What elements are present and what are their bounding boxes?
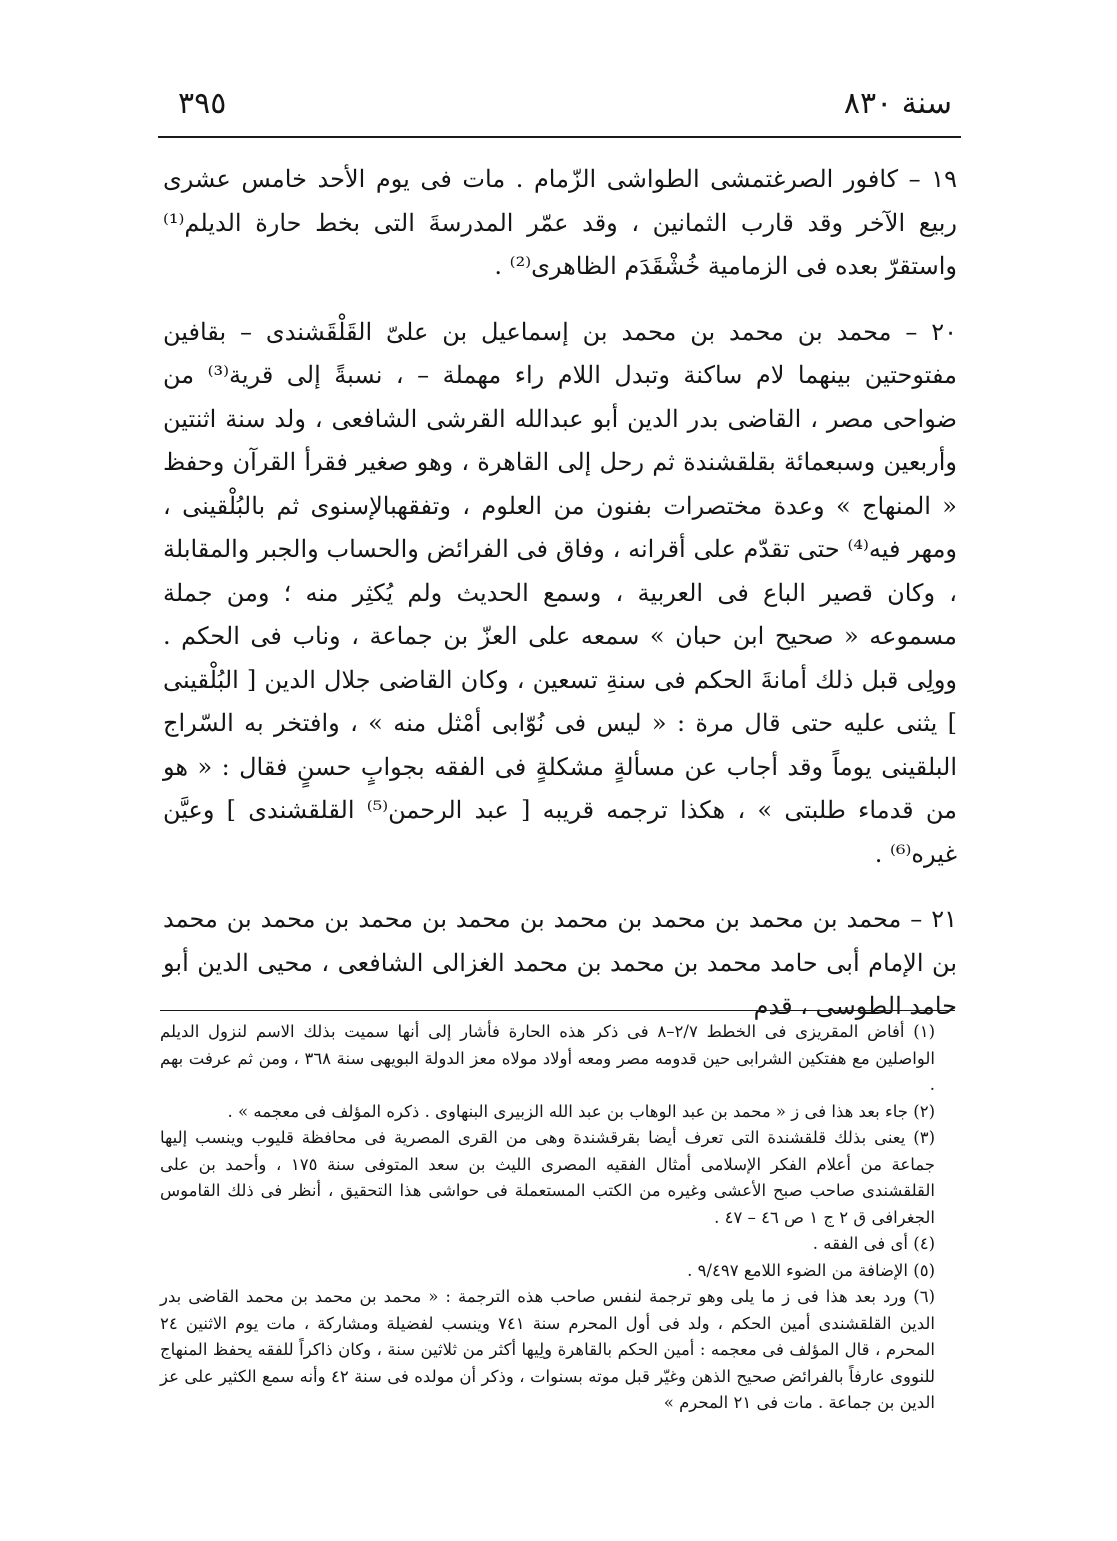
- header-rule: [158, 136, 961, 138]
- page-number: ٣٩٥: [178, 86, 227, 121]
- entry-19-text: ١٩ – كافور الصرغتمشى الطواشى الزّمام . مات فى يوم الأحد خامس عشرى ربيع الآخر وقد قارب الثمانين ، وقد عمّر المدرسةَ التى بخط حارة الديلم⁽¹⁾ واستقرّ بعده فى الزمامية خُشْقَدَم الظاهرى⁽²⁾ .: [163, 165, 957, 280]
- footnote-rule: [160, 1010, 955, 1011]
- footnote-6: (٦) ورد بعد هذا فى ز ما يلى وهو ترجمة لنفس صاحب هذه الترجمة : « محمد بن محمد بن محمد القاضى بدر الدين القلقشندى أمين الحكم ، ولد فى أول المحرم سنة ٧٤١ وينسب لفضيلة ومشاركة ، مات يوم الاثنين ٢٤ المحرم ، قال المؤلف فى معجمه : أمين الحكم بالقاهرة ولِيها أكثر من ثلاثين سنة ، وكان ذاكراً للفقه يحفظ المنهاج للنووى عارفاً بالفرائض صحيح الذهن وغيّر قبل موته بسنوات ، وذكر أن مولده فى سنة ٤٢ وأنه سمع الكثير على عز الدين بن جماعة . مات فى ٢١ المحرم »: [160, 1287, 935, 1412]
- footnote-1: (١) أفاض المقريزى فى الخطط ٢/٧–٨ فى ذكر هذه الحارة فأشار إلى أنها سميت بذلك الاسم لنزول الديلم الواصلين مع هفتكين الشرابى حين قدومه مصر ومعه أولاد مولاه معز الدولة البويهى سنة ٣٦٨ ، ومن ثم عرفت بهم .: [160, 1022, 935, 1094]
- entry-20-text: ٢٠ – محمد بن محمد بن محمد بن إسماعيل بن علىّ القَلْقَشندى – بقافين مفتوحتين بينهما لام ساكنة وتبدل اللام راء مهملة – ، نسبةً إلى قرية⁽³⁾ من ضواحى مصر ، القاضى بدر الدين أبو عبدالله القرشى الشافعى ، ولد سنة اثنتين وأربعين وسبعمائة بقلقشندة ثم رحل إلى القاهرة ، وهو صغير فقرأ القرآن وحفظ « المنهاج » وعدة مختصرات بفنون من العلوم ، وتفقهبالإسنوى ثم بالبُلْقينى ، ومهر فيه⁽⁴⁾ حتى تقدّم على أقرانه ، وفاق فى الفرائض والحساب والجبر والمقابلة ، وكان قصير الباع فى العربية ، وسمع الحديث ولم يُكثِر منه ؛ ومن جملة مسموعه « صحيح ابن حبان » سمعه على العزّ بن جماعة ، وناب فى الحكم . وولِى قبل ذلك أمانةَ الحكم فى سنةِ تسعين ، وكان القاضى جلال الدين [ البُلْقينى ] يثنى عليه حتى قال مرة : « ليس فى نُوّابى أمْثل منه » ، وافتخر به السّراج البلقينى يوماً وقد أجاب عن مسألةٍ مشكلةٍ فى الفقه بجوابٍ حسنٍ فقال : « هو من قدماء طلبتى » ، هكذا ترجمه قريبه [ عبد الرحمن⁽⁵⁾ القلقشندى ] وعيَّن غيره⁽⁶⁾ .: [163, 317, 958, 868]
- footnotes: [160, 1019, 957, 1417]
- entry-20: [163, 311, 957, 877]
- entry-19: [163, 158, 957, 289]
- entry-21-text: ٢١ – محمد بن محمد بن محمد بن محمد بن محمد بن محمد بن محمد بن محمد بن الإمام أبى حامد محمد بن محمد بن محمد الغزالى الشافعى ، محيى الدين أبو حامد الطوسى ، قدم: [163, 905, 957, 1020]
- footnote-2: (٢) جاء بعد هذا فى ز « محمد بن عبد الوهاب بن عبد الله الزبيرى البنهاوى . ذكره المؤلف فى معجمه » .: [227, 1101, 935, 1121]
- main-text: [163, 158, 957, 1029]
- running-head-year: سنة ٨٣٠: [843, 86, 952, 121]
- footnote-3: (٣) يعنى بذلك قلقشندة التى تعرف أيضا بقرقشندة وهى من القرى المصرية فى محافظة قليوب وينسب إليها جماعة من أعلام الفكر الإسلامى أمثال الفقيه المصرى الليث بن سعد المتوفى سنة ١٧٥ ، وأحمد بن على القلقشندى صاحب صبح الأعشى وغيره من الكتب المستعملة فى حواشى هذا التحقيق ، أنظر فى ذلك القاموس الجغرافى ق ٢ ج ١ ص ٤٦ – ٤٧ .: [160, 1128, 935, 1227]
- footnote-5: (٥) الإضافة من الضوء اللامع ٩/٤٩٧ .: [687, 1260, 935, 1280]
- footnote-4: (٤) أى فى الفقه .: [812, 1234, 935, 1253]
- entry-21: [163, 898, 957, 1029]
